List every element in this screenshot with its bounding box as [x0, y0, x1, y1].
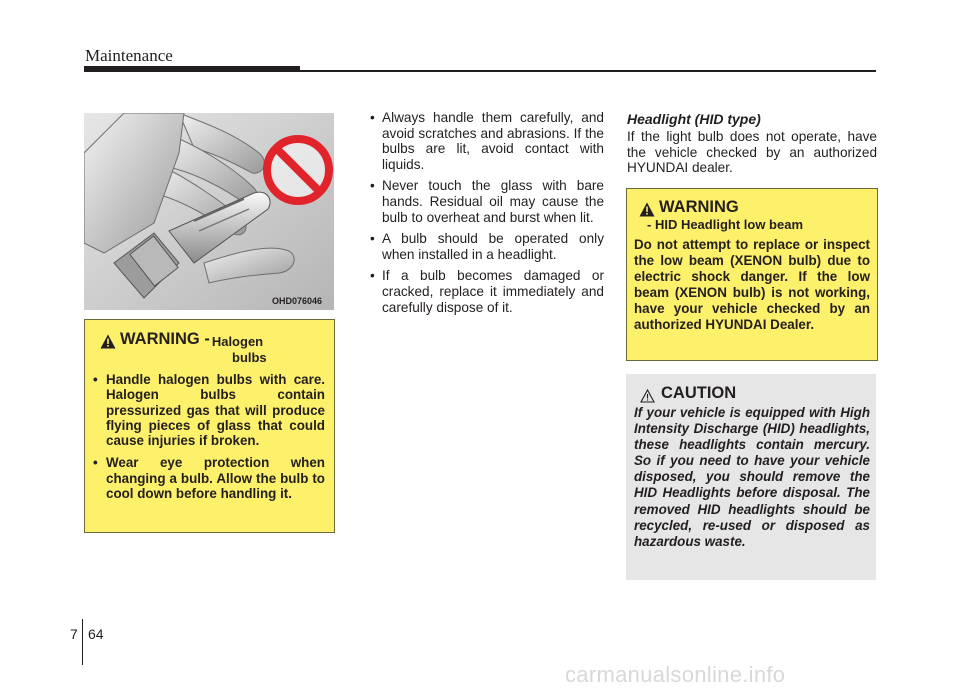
list-item: • Never touch the glass with bare hands. Residual oil may cause the bulb to overheat and burst when lit. [368, 178, 604, 225]
header-rule-thick [84, 66, 300, 72]
caution-body: If your vehicle is equipped with High Intensity Discharge (HID) headlights, these headlights contain mercury. So if you need to have your vehicle disposed, you should remove the HID Headlights before disposal. The removed HID headlights should be recycled, re-used or disposed as hazardous waste. [634, 405, 870, 549]
bulb-handling-illustration [84, 113, 334, 310]
footer-divider [82, 619, 83, 665]
warning-word: WARNING - [120, 330, 210, 348]
list-item: • If a bulb becomes damaged or cracked, replace it immediately and carefully dispose of it. [368, 268, 604, 315]
list-item: • Wear eye protection when changing a bulb. Allow the bulb to cool down before handling it. [93, 455, 325, 501]
page-number: 64 [88, 626, 104, 642]
header-rule-thin [300, 70, 876, 72]
warning-subject-line2: bulbs [232, 350, 267, 365]
warning-subject: Halogen [211, 334, 264, 349]
halogen-warning-title [100, 330, 263, 349]
list-item: • Always handle them carefully, and avoid scratches and abrasions. If the bulbs are lit, avoid contact with liquids. [368, 110, 604, 172]
warning-triangle-icon [100, 334, 116, 349]
watermark: carmanualsonline.info [565, 662, 786, 687]
caution-title [640, 384, 736, 403]
caution-word: CAUTION [661, 384, 737, 402]
caution-triangle-icon [640, 389, 655, 403]
list-item: • Handle halogen bulbs with care. Halogen bulbs contain pressurized gas that will produce flying pieces of glass that could cause injuries if broken. [93, 372, 325, 448]
chapter-number: 7 [70, 626, 78, 642]
warning-subject: - HID Headlight low beam [647, 217, 804, 232]
warning-word: WARNING [659, 198, 739, 216]
warning-triangle-icon [639, 202, 655, 217]
hid-paragraph: If the light bulb does not operate, have the vehicle checked by an authorized HYUNDAI dealer. [627, 129, 877, 176]
hid-warning-title [639, 198, 739, 217]
bulb-handling-list [368, 110, 604, 321]
list-item: • A bulb should be operated only when installed in a headlight. [368, 231, 604, 262]
hand-holding-bulb-image [84, 113, 334, 310]
prohibition-icon [265, 137, 331, 203]
halogen-warning-list [93, 372, 325, 508]
figure-code: OHD076046 [272, 296, 323, 306]
section-title: Maintenance [85, 46, 173, 65]
hid-warning-body: Do not attempt to replace or inspect the low beam (XENON bulb) due to electric shock danger. If the low beam (XENON bulb) is not working, have your vehicle checked by an authorized HYUNDAI Dealer. [634, 237, 870, 333]
hid-heading: Headlight (HID type) [627, 111, 761, 127]
